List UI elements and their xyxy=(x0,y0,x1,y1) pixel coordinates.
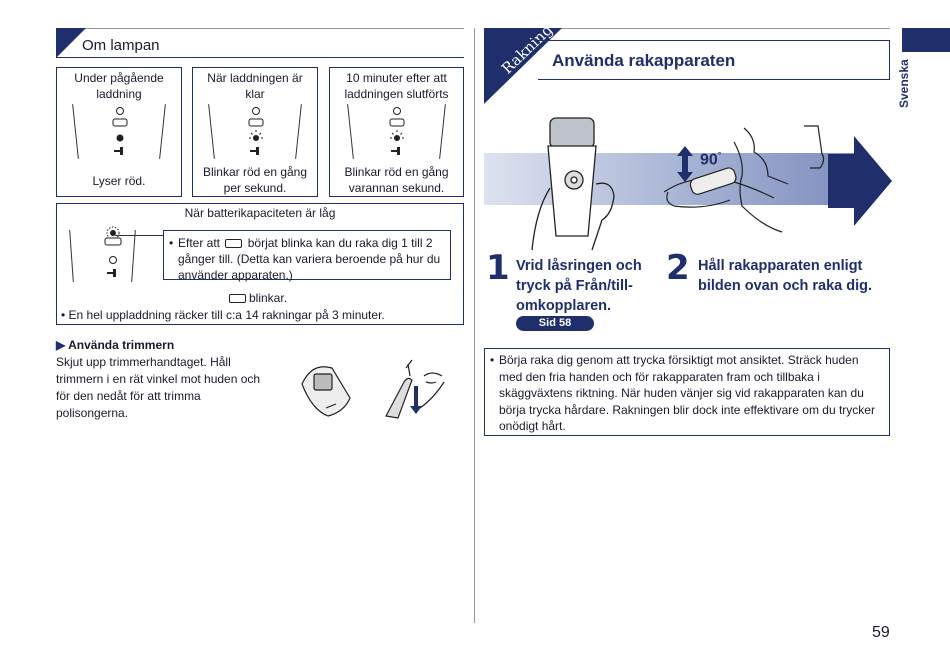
charging-col-foot: Blinkar röd en gång per sekund. xyxy=(202,165,308,195)
arrow-right-icon xyxy=(828,136,894,226)
charging-col-head: När laddningen är klar xyxy=(207,71,303,101)
low-battery-note: • Efter att börjat blinka kan du raka dig 1 till 2 gånger till. (Detta kan variera beroende på hur du använder apparaten.) xyxy=(163,230,451,280)
shaving-face-illustration xyxy=(664,122,834,234)
charging-col-2 xyxy=(192,67,318,197)
trimmer-title: ▶ Använda trimmern xyxy=(56,338,175,352)
section-tab-label: Rakning xyxy=(498,20,557,78)
lamp-blinking-icon xyxy=(246,106,266,156)
charging-col-head: Under pågående laddning xyxy=(74,71,164,101)
lamp-title: Om lampan xyxy=(82,37,160,54)
charging-col-1 xyxy=(56,67,182,197)
battery-icon xyxy=(225,239,242,248)
shaving-title-box xyxy=(538,40,890,80)
battery-icon xyxy=(229,294,246,303)
shaving-title: Använda rakapparaten xyxy=(552,51,736,70)
page-ref-badge: Sid 58 xyxy=(516,316,594,331)
lamp-header-rule xyxy=(56,28,464,29)
full-charge-text: En hel uppladdning räcker till c:a 14 rakningar på 3 minuter. xyxy=(68,308,385,322)
low-battery-head: När batterikapaciteten är låg xyxy=(184,206,336,220)
charging-col-foot: Lyser röd. xyxy=(92,174,146,188)
charging-col-foot: Blinkar röd en gång varannan sekund. xyxy=(344,165,449,195)
language-tab: Svenska xyxy=(897,59,911,108)
low-battery-lamp-icon xyxy=(101,224,125,280)
low-battery-box xyxy=(56,203,464,325)
lamp-blinking-slow-icon xyxy=(387,106,407,156)
note-prefix: Efter att xyxy=(178,236,221,250)
angle-label: 90° xyxy=(700,150,722,169)
lamp-header-bar xyxy=(56,57,464,58)
trimmer-illustration xyxy=(294,356,454,428)
blinks-line xyxy=(229,290,287,306)
charging-col-3 xyxy=(329,67,464,197)
step-2-text: Håll rakapparaten enligt bilden ovan och raka dig. xyxy=(698,258,873,294)
step-2-number: 2 xyxy=(666,248,690,288)
lamp-charging-icon xyxy=(110,106,130,156)
step-1-text: Vrid låsringen och tryck på Från/till-omkopplaren. xyxy=(516,258,642,314)
page-divider xyxy=(474,28,475,623)
step-1-number: 1 xyxy=(486,248,510,288)
shaver-in-hand-illustration xyxy=(522,114,622,254)
language-tab-bar xyxy=(902,28,950,52)
full-charge-line: • En hel uppladdning räcker till c:a 14 rakningar på 3 minuter. xyxy=(61,308,385,322)
charging-col-head: 10 minuter efter att laddningen slutförts xyxy=(344,71,449,101)
tip-box: • Börja raka dig genom att trycka försiktigt mot ansiktet. Sträck huden med den fria handen och för rakapparaten fram och tillbaka i skäggväxtens riktning. När huden vänjer sig vid rakapparaten kan du börja trycka hårdare. Rakningen blir dock inte effektivare om du trycker onödigt hårt. xyxy=(484,348,890,436)
triangle-right-icon: ▶ xyxy=(56,338,66,352)
page-number: 59 xyxy=(872,624,890,641)
blinks-text: blinkar. xyxy=(249,291,288,305)
note-suffix: börjat blinka kan du raka dig 1 till 2 gånger till. (Detta kan variera beroende på hur du använder apparaten.) xyxy=(178,236,441,282)
tip-text: Börja raka dig genom att trycka försiktigt mot ansiktet. Sträck huden med den fria handen och för rakapparaten fram och tillbaka i skäggväxtens riktning. När huden vänjer sig vid rakapparaten kan du börja trycka hårdare. Rakningen blir dock inte effektivare om du trycker onödigt hårt. xyxy=(499,353,875,433)
trimmer-text: Skjut upp trimmerhandtaget. Håll trimmern i en rät vinkel mot huden och för den nedåt för att trimma polisongerna. xyxy=(56,355,261,420)
